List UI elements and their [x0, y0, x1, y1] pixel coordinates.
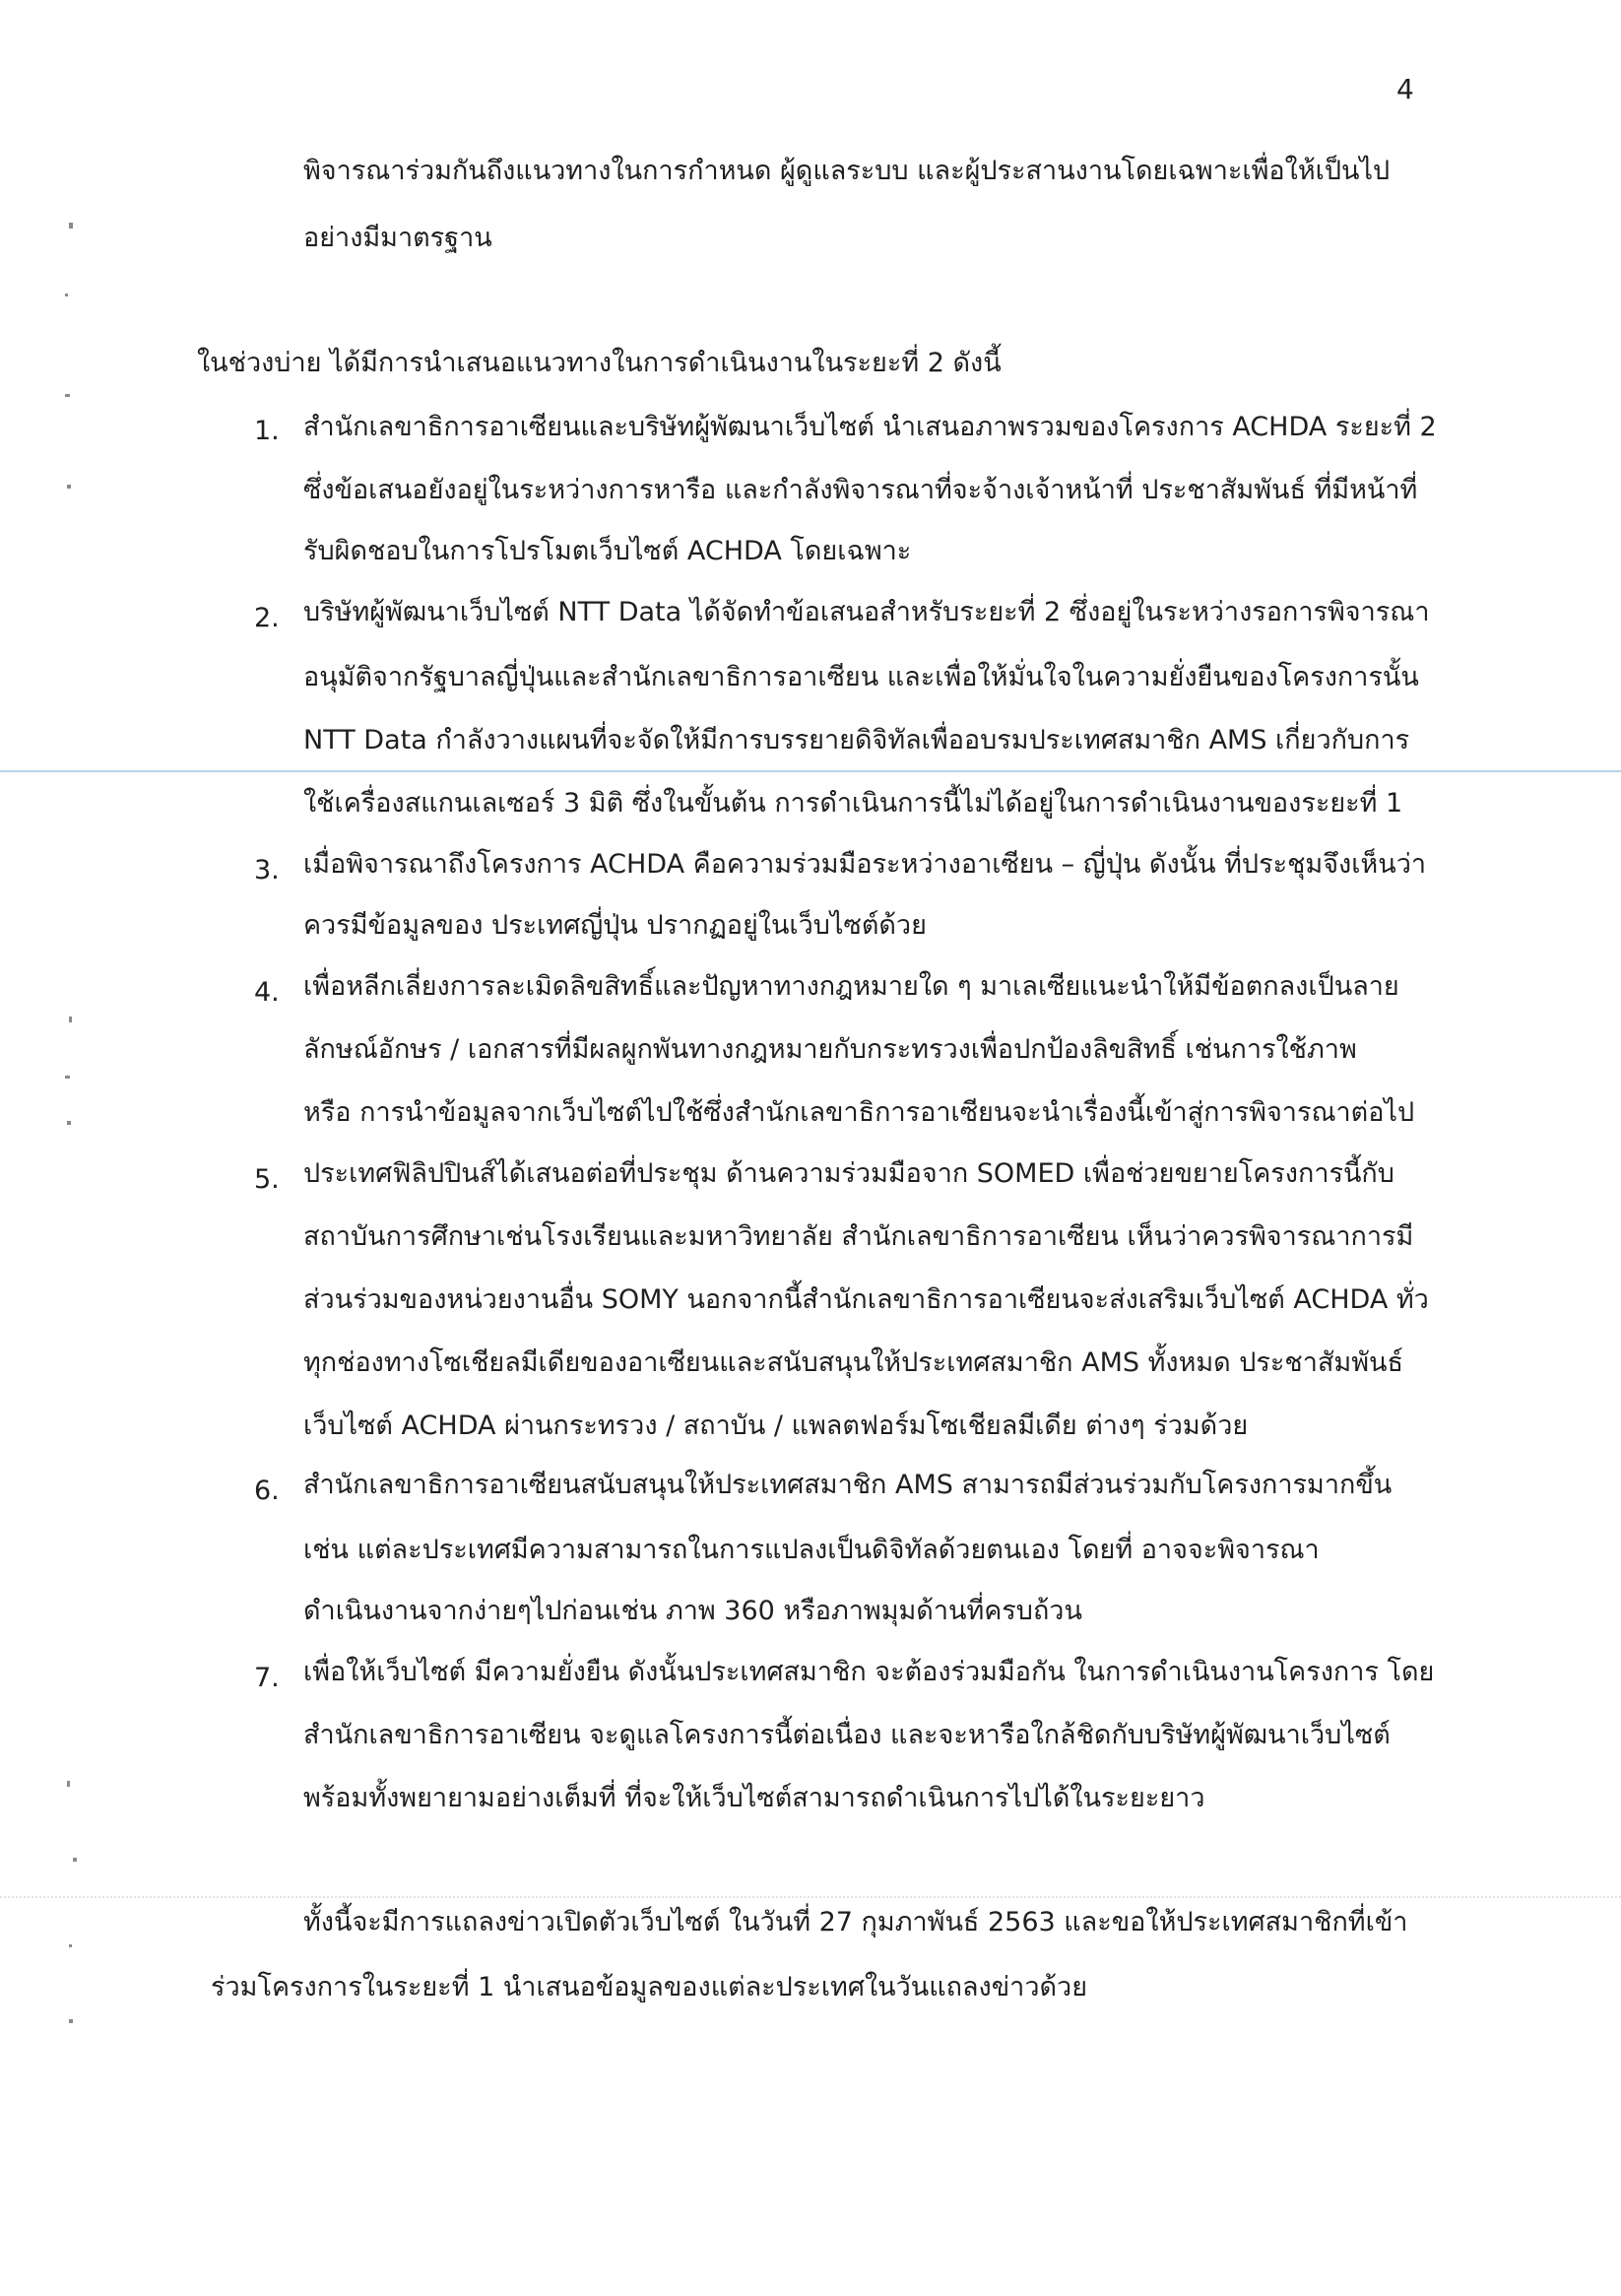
- item-line: ประเทศฟิลิปปินส์ได้เสนอต่อที่ประชุม ด้านความร่วมมือจาก SOMED เพื่อช่วยขยายโครงการนี้กับ: [303, 1158, 1394, 1189]
- scan-speck: [69, 1944, 72, 1947]
- item-line: NTT Data กำลังวางแผนที่จะจัดให้มีการบรรยายดิจิทัลเพื่ออบรมประเทศสมาชิก AMS เกี่ยวกับการ: [303, 725, 1410, 755]
- item-line: ดำเนินงานจากง่ายๆไปก่อนเช่น ภาพ 360 หรือภาพมุมด้านที่ครบถ้วน: [303, 1596, 1082, 1626]
- item-number: 5.: [254, 1164, 280, 1195]
- item-line: เช่น แต่ละประเทศมีความสามารถในการแปลงเป็นดิจิทัลด้วยตนเอง โดยที่ อาจจะพิจารณา: [303, 1535, 1320, 1565]
- scan-speck: [65, 1076, 70, 1079]
- scan-artifact-line: [0, 770, 1621, 772]
- scan-speck: [73, 1858, 77, 1862]
- intro-line: อย่างมีมาตรฐาน: [303, 223, 492, 253]
- scan-artifact-dots: [0, 1896, 1621, 1898]
- item-line: ส่วนร่วมของหน่วยงานอื่น SOMY นอกจากนี้สำนักเลขาธิการอาเซียนจะส่งเสริมเว็บไซต์ ACHDA ทั่ว: [303, 1284, 1429, 1315]
- item-line: เมื่อพิจารณาถึงโครงการ ACHDA คือความร่วมมือระหว่างอาเซียน – ญี่ปุ่น ดังนั้น ที่ประชุมจึงเห็นว่า: [303, 849, 1427, 880]
- scan-speck: [67, 485, 71, 489]
- closing-line: ร่วมโครงการในระยะที่ 1 นำเสนอข้อมูลของแต่ละประเทศในวันแถลงข่าวด้วย: [211, 1972, 1088, 2002]
- scan-speck: [65, 394, 70, 397]
- item-number: 7.: [254, 1663, 280, 1693]
- item-number: 3.: [254, 855, 280, 886]
- scan-speck: [69, 223, 73, 229]
- item-number: 1.: [254, 416, 280, 446]
- scan-speck: [69, 2019, 73, 2023]
- item-line: ลักษณ์อักษร / เอกสารที่มีผลผูกพันทางกฎหมายกับกระทรวงเพื่อปกป้องลิขสิทธิ์ เช่นการใช้ภาพ: [303, 1034, 1357, 1065]
- item-line: บริษัทผู้พัฒนาเว็บไซต์ NTT Data ได้จัดทำข้อเสนอสำหรับระยะที่ 2 ซึ่งอยู่ในระหว่างรอการพิจารณา: [303, 597, 1430, 627]
- item-line: รับผิดชอบในการโปรโมตเว็บไซต์ ACHDA โดยเฉพาะ: [303, 536, 912, 566]
- item-line: สำนักเลขาธิการอาเซียนสนับสนุนให้ประเทศสมาชิก AMS สามารถมีส่วนร่วมกับโครงการมากขึ้น: [303, 1470, 1393, 1500]
- scan-speck: [67, 1121, 71, 1125]
- scan-speck: [65, 294, 68, 296]
- intro-line: พิจารณาร่วมกันถึงแนวทางในการกำหนด ผู้ดูแลระบบ และผู้ประสานงานโดยเฉพาะเพื่อให้เป็นไป: [303, 156, 1391, 186]
- item-line: อนุมัติจากรัฐบาลญี่ปุ่นและสำนักเลขาธิการอาเซียน และเพื่อให้มั่นใจในความยั่งยืนของโครงการนั้น: [303, 662, 1419, 692]
- item-line: หรือ การนำข้อมูลจากเว็บไซต์ไปใช้ซึ่งสำนักเลขาธิการอาเซียนจะนำเรื่องนี้เข้าสู่การพิจารณาต่อไป: [303, 1097, 1415, 1128]
- afternoon-heading: ในช่วงบ่าย ได้มีการนำเสนอแนวทางในการดำเนินงานในระยะที่ 2 ดังนี้: [197, 348, 1002, 378]
- item-line: ทุกช่องทางโซเชียลมีเดียของอาเซียนและสนับสนุนให้ประเทศสมาชิก AMS ทั้งหมด ประชาสัมพันธ์: [303, 1347, 1403, 1378]
- item-line: ซึ่งข้อเสนอยังอยู่ในระหว่างการหารือ และกำลังพิจารณาที่จะจ้างเจ้าหน้าที่ ประชาสัมพันธ์ ที่มีหน้าที่: [303, 475, 1418, 505]
- scan-speck: [67, 1781, 70, 1787]
- item-line: สำนักเลขาธิการอาเซียน จะดูแลโครงการนี้ต่อเนื่อง และจะหารือใกล้ชิดกับบริษัทผู้พัฒนาเว็บไซต์: [303, 1720, 1391, 1750]
- item-line: เว็บไซต์ ACHDA ผ่านกระทรวง / สถาบัน / แพลตฟอร์มโซเชียลมีเดีย ต่างๆ ร่วมด้วย: [303, 1410, 1249, 1441]
- item-line: ควรมีข้อมูลของ ประเทศญี่ปุ่น ปรากฏอยู่ในเว็บไซต์ด้วย: [303, 910, 927, 941]
- page-number: 4: [1396, 73, 1414, 105]
- item-line: เพื่อหลีกเลี่ยงการละเมิดลิขสิทธิ์และปัญหาทางกฎหมายใด ๆ มาเลเซียแนะนำให้มีข้อตกลงเป็นลาย: [303, 971, 1399, 1002]
- item-line: สำนักเลขาธิการอาเซียนและบริษัทผู้พัฒนาเว็บไซต์ นำเสนอภาพรวมของโครงการ ACHDA ระยะที่ 2: [303, 412, 1437, 442]
- item-number: 6.: [254, 1476, 280, 1506]
- closing-line: ทั้งนี้จะมีการแถลงข่าวเปิดตัวเว็บไซต์ ในวันที่ 27 กุมภาพันธ์ 2563 และขอให้ประเทศสมาชิกที่เข้า: [303, 1907, 1408, 1937]
- scan-speck: [69, 1017, 72, 1022]
- item-number: 2.: [254, 603, 280, 633]
- item-line: พร้อมทั้งพยายามอย่างเต็มที่ ที่จะให้เว็บไซต์สามารถดำเนินการไปได้ในระยะยาว: [303, 1783, 1205, 1813]
- item-line: ใช้เครื่องสแกนเลเซอร์ 3 มิติ ซึ่งในขั้นต้น การดำเนินการนี้ไม่ได้อยู่ในการดำเนินงานของระยะที่ 1: [303, 788, 1403, 819]
- item-number: 4.: [254, 977, 280, 1008]
- item-line: สถาบันการศึกษาเช่นโรงเรียนและมหาวิทยาลัย สำนักเลขาธิการอาเซียน เห็นว่าควรพิจารณาการมี: [303, 1221, 1414, 1252]
- item-line: เพื่อให้เว็บไซต์ มีความยั่งยืน ดังนั้นประเทศสมาชิก จะต้องร่วมมือกัน ในการดำเนินงานโครงการ โดย: [303, 1657, 1435, 1687]
